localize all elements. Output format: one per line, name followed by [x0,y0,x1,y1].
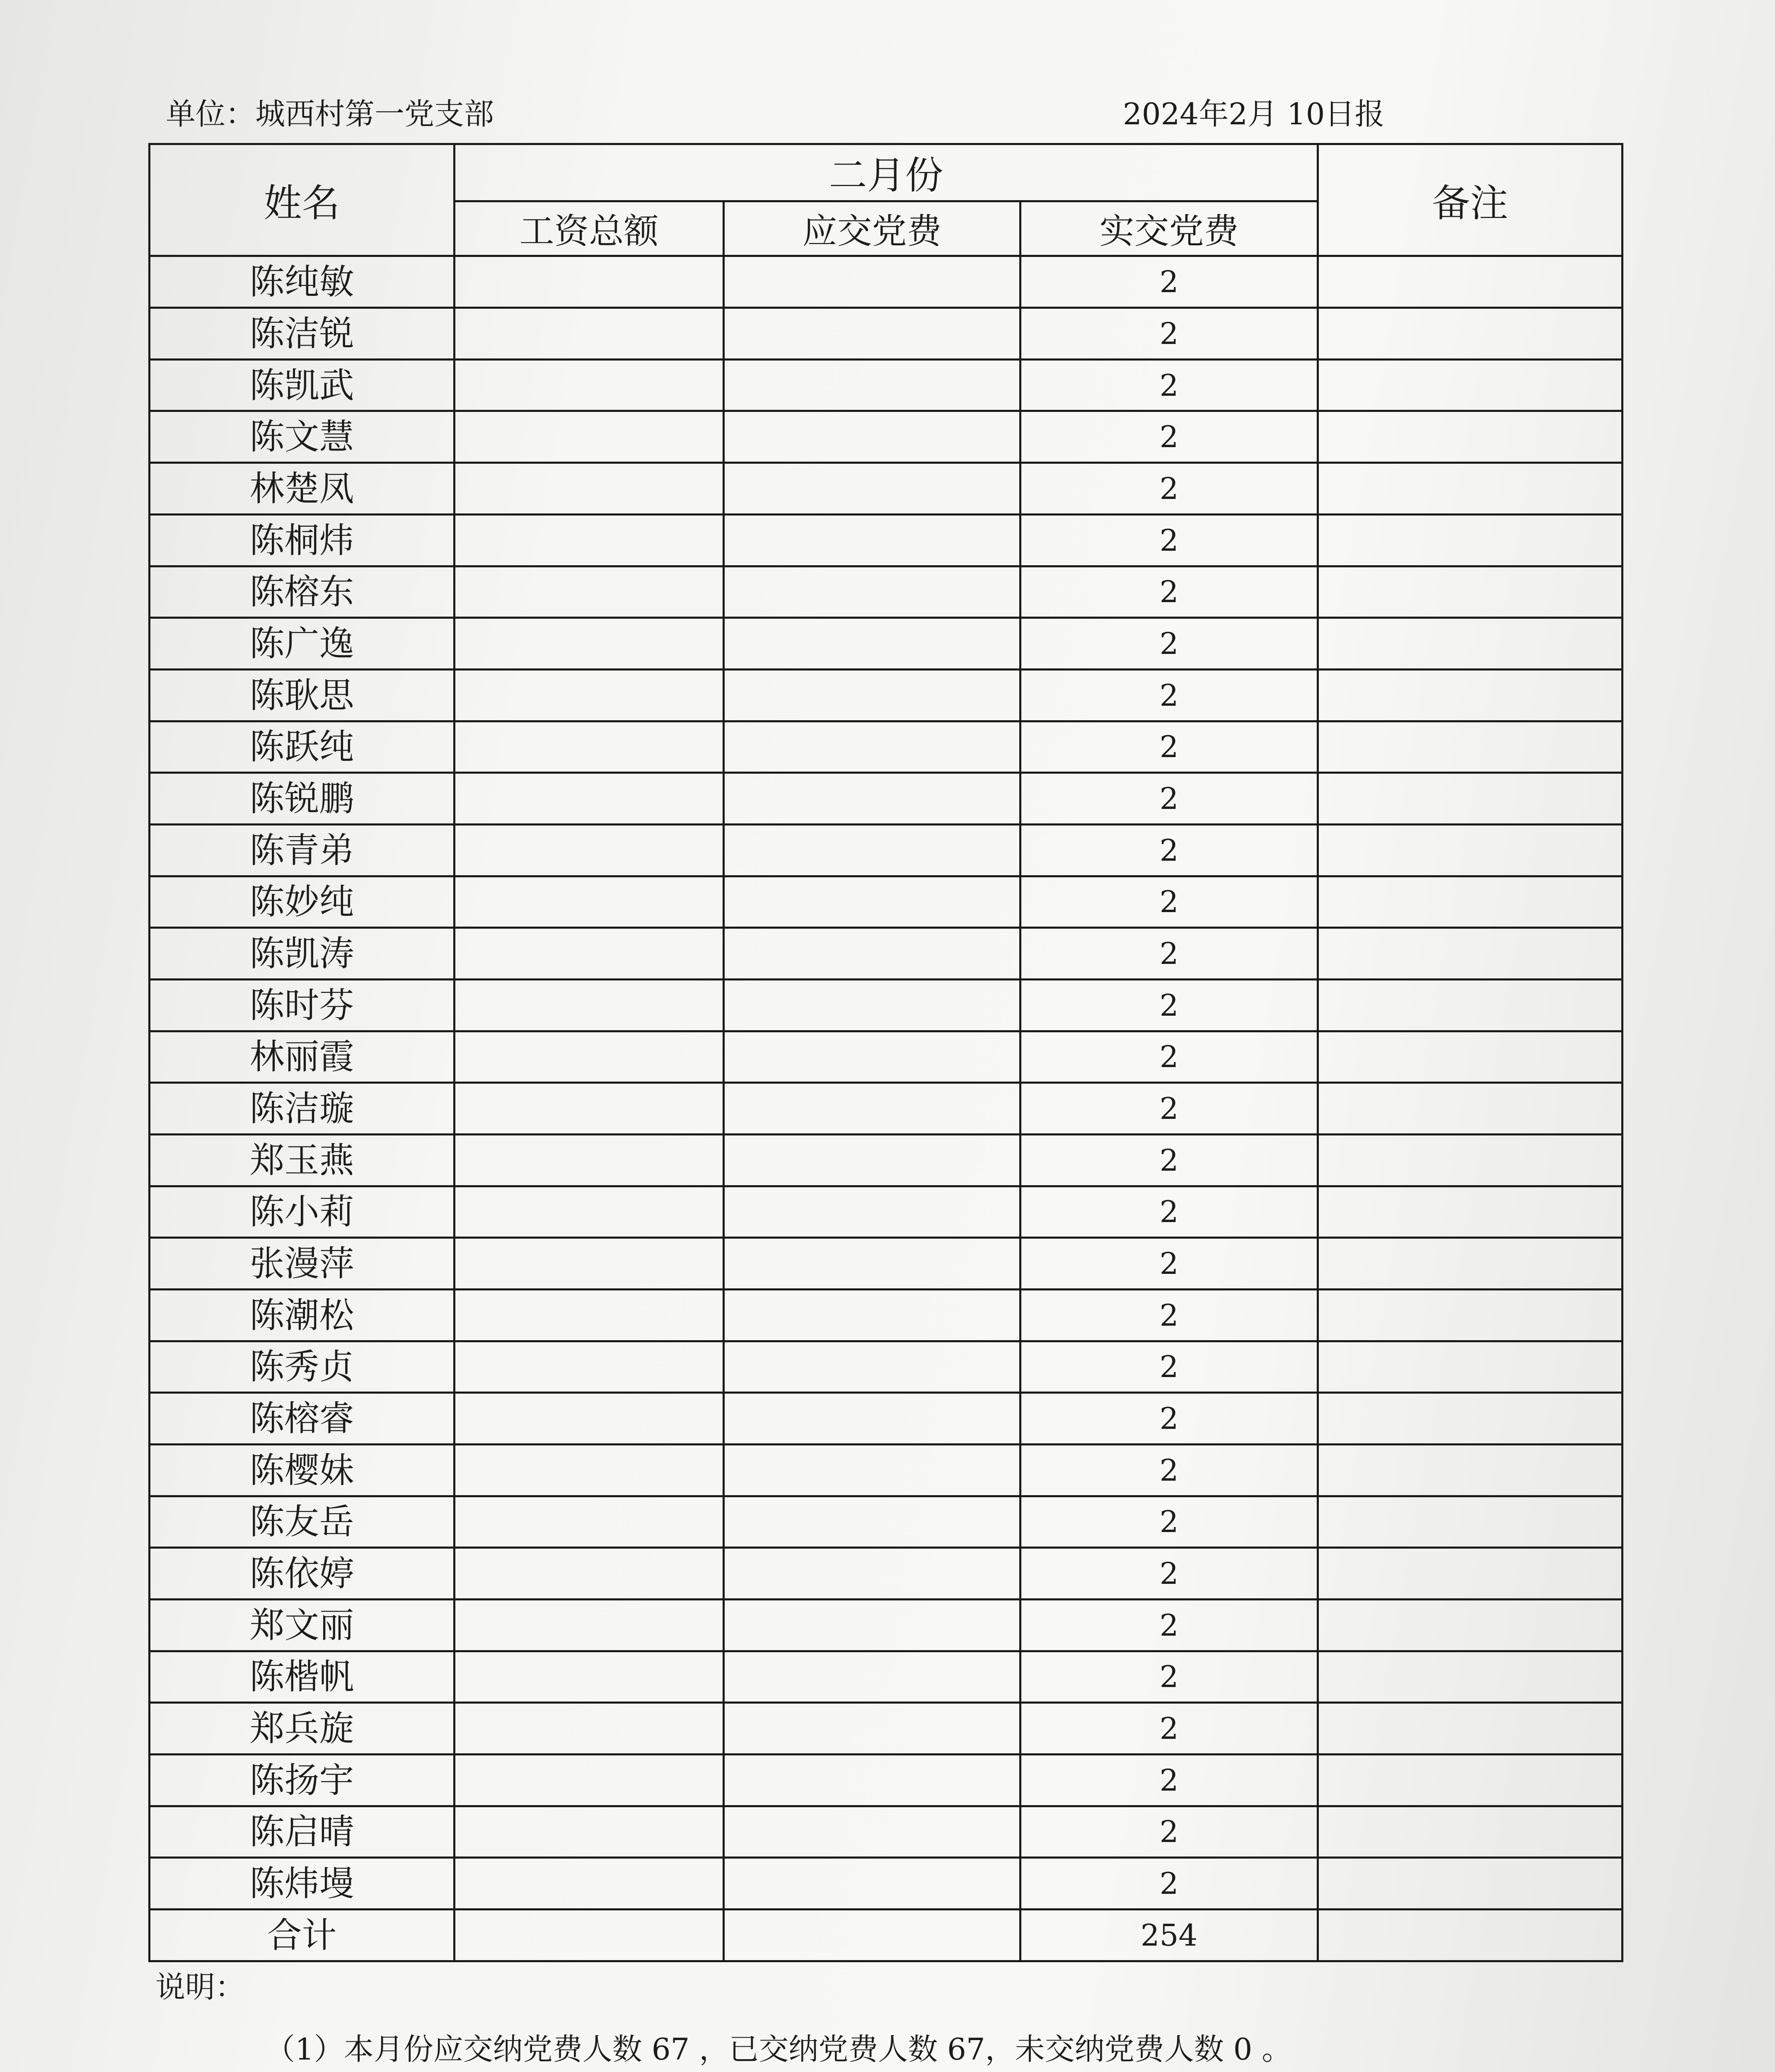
remarks-cell [1318,1806,1623,1858]
remarks-cell [1318,1858,1623,1910]
due-fee-cell [724,308,1021,360]
paid-fee-cell: 2 [1021,1238,1318,1290]
paid-fee-cell: 2 [1021,824,1318,876]
due-fee-cell [724,876,1021,928]
due-fee-cell [724,359,1021,411]
member-name: 陈洁锐 [150,308,455,360]
salary-cell [455,1548,724,1600]
member-name: 林丽霞 [150,1031,455,1083]
remarks-cell [1318,824,1623,876]
paid-fee-cell: 2 [1021,1858,1318,1910]
remarks-cell [1318,1393,1623,1445]
due-fee-cell [724,1238,1021,1290]
unit-label: 单位：城西村第一党支部 [166,97,494,131]
party-fee-table [148,143,1623,1962]
due-fee-cell [724,256,1021,308]
table-row [150,928,1623,980]
salary-cell [455,463,724,515]
due-fee-cell [724,1754,1021,1806]
due-fee-cell [724,979,1021,1031]
due-fee-cell [724,1806,1021,1858]
paid-fee-cell: 2 [1021,566,1318,618]
member-name: 陈炜墁 [150,1858,455,1910]
table-row [150,721,1623,773]
member-name: 陈耿思 [150,669,455,721]
paid-fee-cell: 2 [1021,1341,1318,1393]
col-header-remarks: 备注 [1318,144,1623,256]
remarks-cell [1318,1703,1623,1755]
member-name: 郑兵旋 [150,1703,455,1755]
member-name: 陈锐鹏 [150,773,455,825]
remarks-cell [1318,256,1623,308]
salary-cell [455,566,724,618]
due-fee-cell [724,1341,1021,1393]
paid-fee-cell: 2 [1021,1186,1318,1238]
remarks-cell [1318,1651,1623,1703]
salary-cell [455,721,724,773]
salary-cell [455,669,724,721]
member-name: 陈时芬 [150,979,455,1031]
remarks-cell [1318,463,1623,515]
remarks-cell [1318,618,1623,670]
table-row [150,463,1623,515]
salary-cell [455,1341,724,1393]
salary-cell [455,618,724,670]
salary-cell [455,1496,724,1548]
table-row [150,1341,1623,1393]
table-row [150,1083,1623,1135]
col-header-name: 姓名 [150,144,455,256]
remarks-cell [1318,411,1623,463]
paid-fee-cell: 2 [1021,1599,1318,1651]
remarks-cell [1318,1289,1623,1341]
paid-fee-cell: 2 [1021,1806,1318,1858]
table-row [150,979,1623,1031]
remarks-cell [1318,566,1623,618]
salary-cell [455,1806,724,1858]
total-salary-cell [455,1909,724,1961]
due-fee-cell [724,1134,1021,1186]
salary-cell [455,876,724,928]
member-name: 陈青弟 [150,824,455,876]
due-fee-cell [724,1548,1021,1600]
member-name: 陈樱妹 [150,1444,455,1496]
table-row [150,773,1623,825]
due-fee-cell [724,1186,1021,1238]
col-header-month: 二月份 [455,144,1318,201]
member-name: 陈跃纯 [150,721,455,773]
table-row [150,669,1623,721]
member-name: 陈小莉 [150,1186,455,1238]
salary-cell [455,1238,724,1290]
salary-cell [455,1651,724,1703]
member-name: 陈友岳 [150,1496,455,1548]
remarks-cell [1318,359,1623,411]
paid-fee-cell: 2 [1021,876,1318,928]
due-fee-cell [724,721,1021,773]
salary-cell [455,1186,724,1238]
table-row [150,566,1623,618]
due-fee-cell [724,1651,1021,1703]
table-row [150,824,1623,876]
due-fee-cell [724,669,1021,721]
paid-fee-cell: 2 [1021,1289,1318,1341]
due-fee-cell [724,1289,1021,1341]
remarks-cell [1318,1341,1623,1393]
paid-fee-cell: 2 [1021,1703,1318,1755]
member-name: 陈扬宇 [150,1754,455,1806]
salary-cell [455,979,724,1031]
member-name: 陈纯敏 [150,256,455,308]
remarks-cell [1318,1134,1623,1186]
salary-cell [455,1134,724,1186]
salary-cell [455,1083,724,1135]
remarks-cell [1318,979,1623,1031]
table-row [150,1031,1623,1083]
salary-cell [455,308,724,360]
total-label: 合计 [150,1909,455,1961]
remarks-cell [1318,514,1623,566]
remarks-cell [1318,1031,1623,1083]
salary-cell [455,1031,724,1083]
member-name: 陈榕东 [150,566,455,618]
member-name: 陈榕睿 [150,1393,455,1445]
col-header-paid: 实交党费 [1021,201,1318,256]
salary-cell [455,1444,724,1496]
member-name: 陈桐炜 [150,514,455,566]
remarks-cell [1318,928,1623,980]
salary-cell [455,824,724,876]
paid-fee-cell: 2 [1021,669,1318,721]
table-row [150,876,1623,928]
salary-cell [455,1703,724,1755]
notes-title: 说明： [155,1970,245,2004]
table-row [150,1703,1623,1755]
table-row [150,308,1623,360]
due-fee-cell [724,773,1021,825]
paid-fee-cell: 2 [1021,514,1318,566]
table-row [150,1548,1623,1600]
remarks-cell [1318,1548,1623,1600]
note-line-1: （1）本月份应交纳党费人数 67 ，已交纳党费人数 67，未交纳党费人数 0 。 [265,2032,1292,2067]
due-fee-cell [724,1031,1021,1083]
paid-fee-cell: 2 [1021,1393,1318,1445]
salary-cell [455,256,724,308]
col-header-due: 应交党费 [724,201,1021,256]
remarks-cell [1318,1444,1623,1496]
remarks-cell [1318,1186,1623,1238]
member-name: 张漫萍 [150,1238,455,1290]
member-name: 陈广逸 [150,618,455,670]
table-row [150,1186,1623,1238]
due-fee-cell [724,1858,1021,1910]
paid-fee-cell: 2 [1021,1031,1318,1083]
table-row [150,1599,1623,1651]
remarks-cell [1318,1496,1623,1548]
paid-fee-cell: 2 [1021,1083,1318,1135]
paid-fee-cell: 2 [1021,1134,1318,1186]
paid-fee-cell: 2 [1021,1651,1318,1703]
member-name: 郑玉燕 [150,1134,455,1186]
due-fee-cell [724,1703,1021,1755]
due-fee-cell [724,1444,1021,1496]
member-name: 郑文丽 [150,1599,455,1651]
member-name: 陈潮松 [150,1289,455,1341]
salary-cell [455,514,724,566]
report-date: 2024年2月 10日报 [1123,97,1385,131]
table-row [150,1289,1623,1341]
remarks-cell [1318,308,1623,360]
table-row [150,1651,1623,1703]
paid-fee-cell: 2 [1021,1754,1318,1806]
remarks-cell [1318,1599,1623,1651]
remarks-cell [1318,1238,1623,1290]
table-row [150,1134,1623,1186]
table-row [150,359,1623,411]
salary-cell [455,1858,724,1910]
member-name: 陈文慧 [150,411,455,463]
member-name: 陈秀贞 [150,1341,455,1393]
due-fee-cell [724,514,1021,566]
due-fee-cell [724,618,1021,670]
table-row [150,1858,1623,1910]
due-fee-cell [724,1599,1021,1651]
table-row [150,1393,1623,1445]
member-name: 陈凯武 [150,359,455,411]
total-remarks-cell [1318,1909,1623,1961]
paid-fee-cell: 2 [1021,411,1318,463]
due-fee-cell [724,1496,1021,1548]
due-fee-cell [724,566,1021,618]
member-name: 陈启晴 [150,1806,455,1858]
table-row [150,1444,1623,1496]
table-row [150,411,1623,463]
table-row [150,1496,1623,1548]
remarks-cell [1318,721,1623,773]
table-row [150,1806,1623,1858]
paid-fee-cell: 2 [1021,721,1318,773]
paid-fee-cell: 2 [1021,928,1318,980]
salary-cell [455,359,724,411]
member-name: 林楚凤 [150,463,455,515]
total-due-cell [724,1909,1021,1961]
remarks-cell [1318,669,1623,721]
member-name: 陈洁璇 [150,1083,455,1135]
member-name: 陈楷帆 [150,1651,455,1703]
due-fee-cell [724,1083,1021,1135]
table-row [150,618,1623,670]
paid-fee-cell: 2 [1021,1548,1318,1600]
remarks-cell [1318,1754,1623,1806]
salary-cell [455,928,724,980]
salary-cell [455,1754,724,1806]
total-row [150,1909,1623,1961]
paid-fee-cell: 2 [1021,359,1318,411]
due-fee-cell [724,463,1021,515]
paid-fee-cell: 2 [1021,1496,1318,1548]
salary-cell [455,773,724,825]
remarks-cell [1318,876,1623,928]
paid-fee-cell: 2 [1021,618,1318,670]
table-row [150,1754,1623,1806]
member-name: 陈依婷 [150,1548,455,1600]
table-row [150,1238,1623,1290]
salary-cell [455,1393,724,1445]
member-name: 陈妙纯 [150,876,455,928]
col-header-salary: 工资总额 [455,201,724,256]
due-fee-cell [724,928,1021,980]
paid-fee-cell: 2 [1021,1444,1318,1496]
remarks-cell [1318,1083,1623,1135]
total-paid: 254 [1021,1909,1318,1961]
salary-cell [455,411,724,463]
paid-fee-cell: 2 [1021,979,1318,1031]
remarks-cell [1318,773,1623,825]
paid-fee-cell: 2 [1021,463,1318,515]
due-fee-cell [724,411,1021,463]
due-fee-cell [724,1393,1021,1445]
paid-fee-cell: 2 [1021,773,1318,825]
due-fee-cell [724,824,1021,876]
member-name: 陈凯涛 [150,928,455,980]
salary-cell [455,1289,724,1341]
paid-fee-cell: 2 [1021,256,1318,308]
table-row [150,256,1623,308]
paid-fee-cell: 2 [1021,308,1318,360]
salary-cell [455,1599,724,1651]
table-row [150,514,1623,566]
